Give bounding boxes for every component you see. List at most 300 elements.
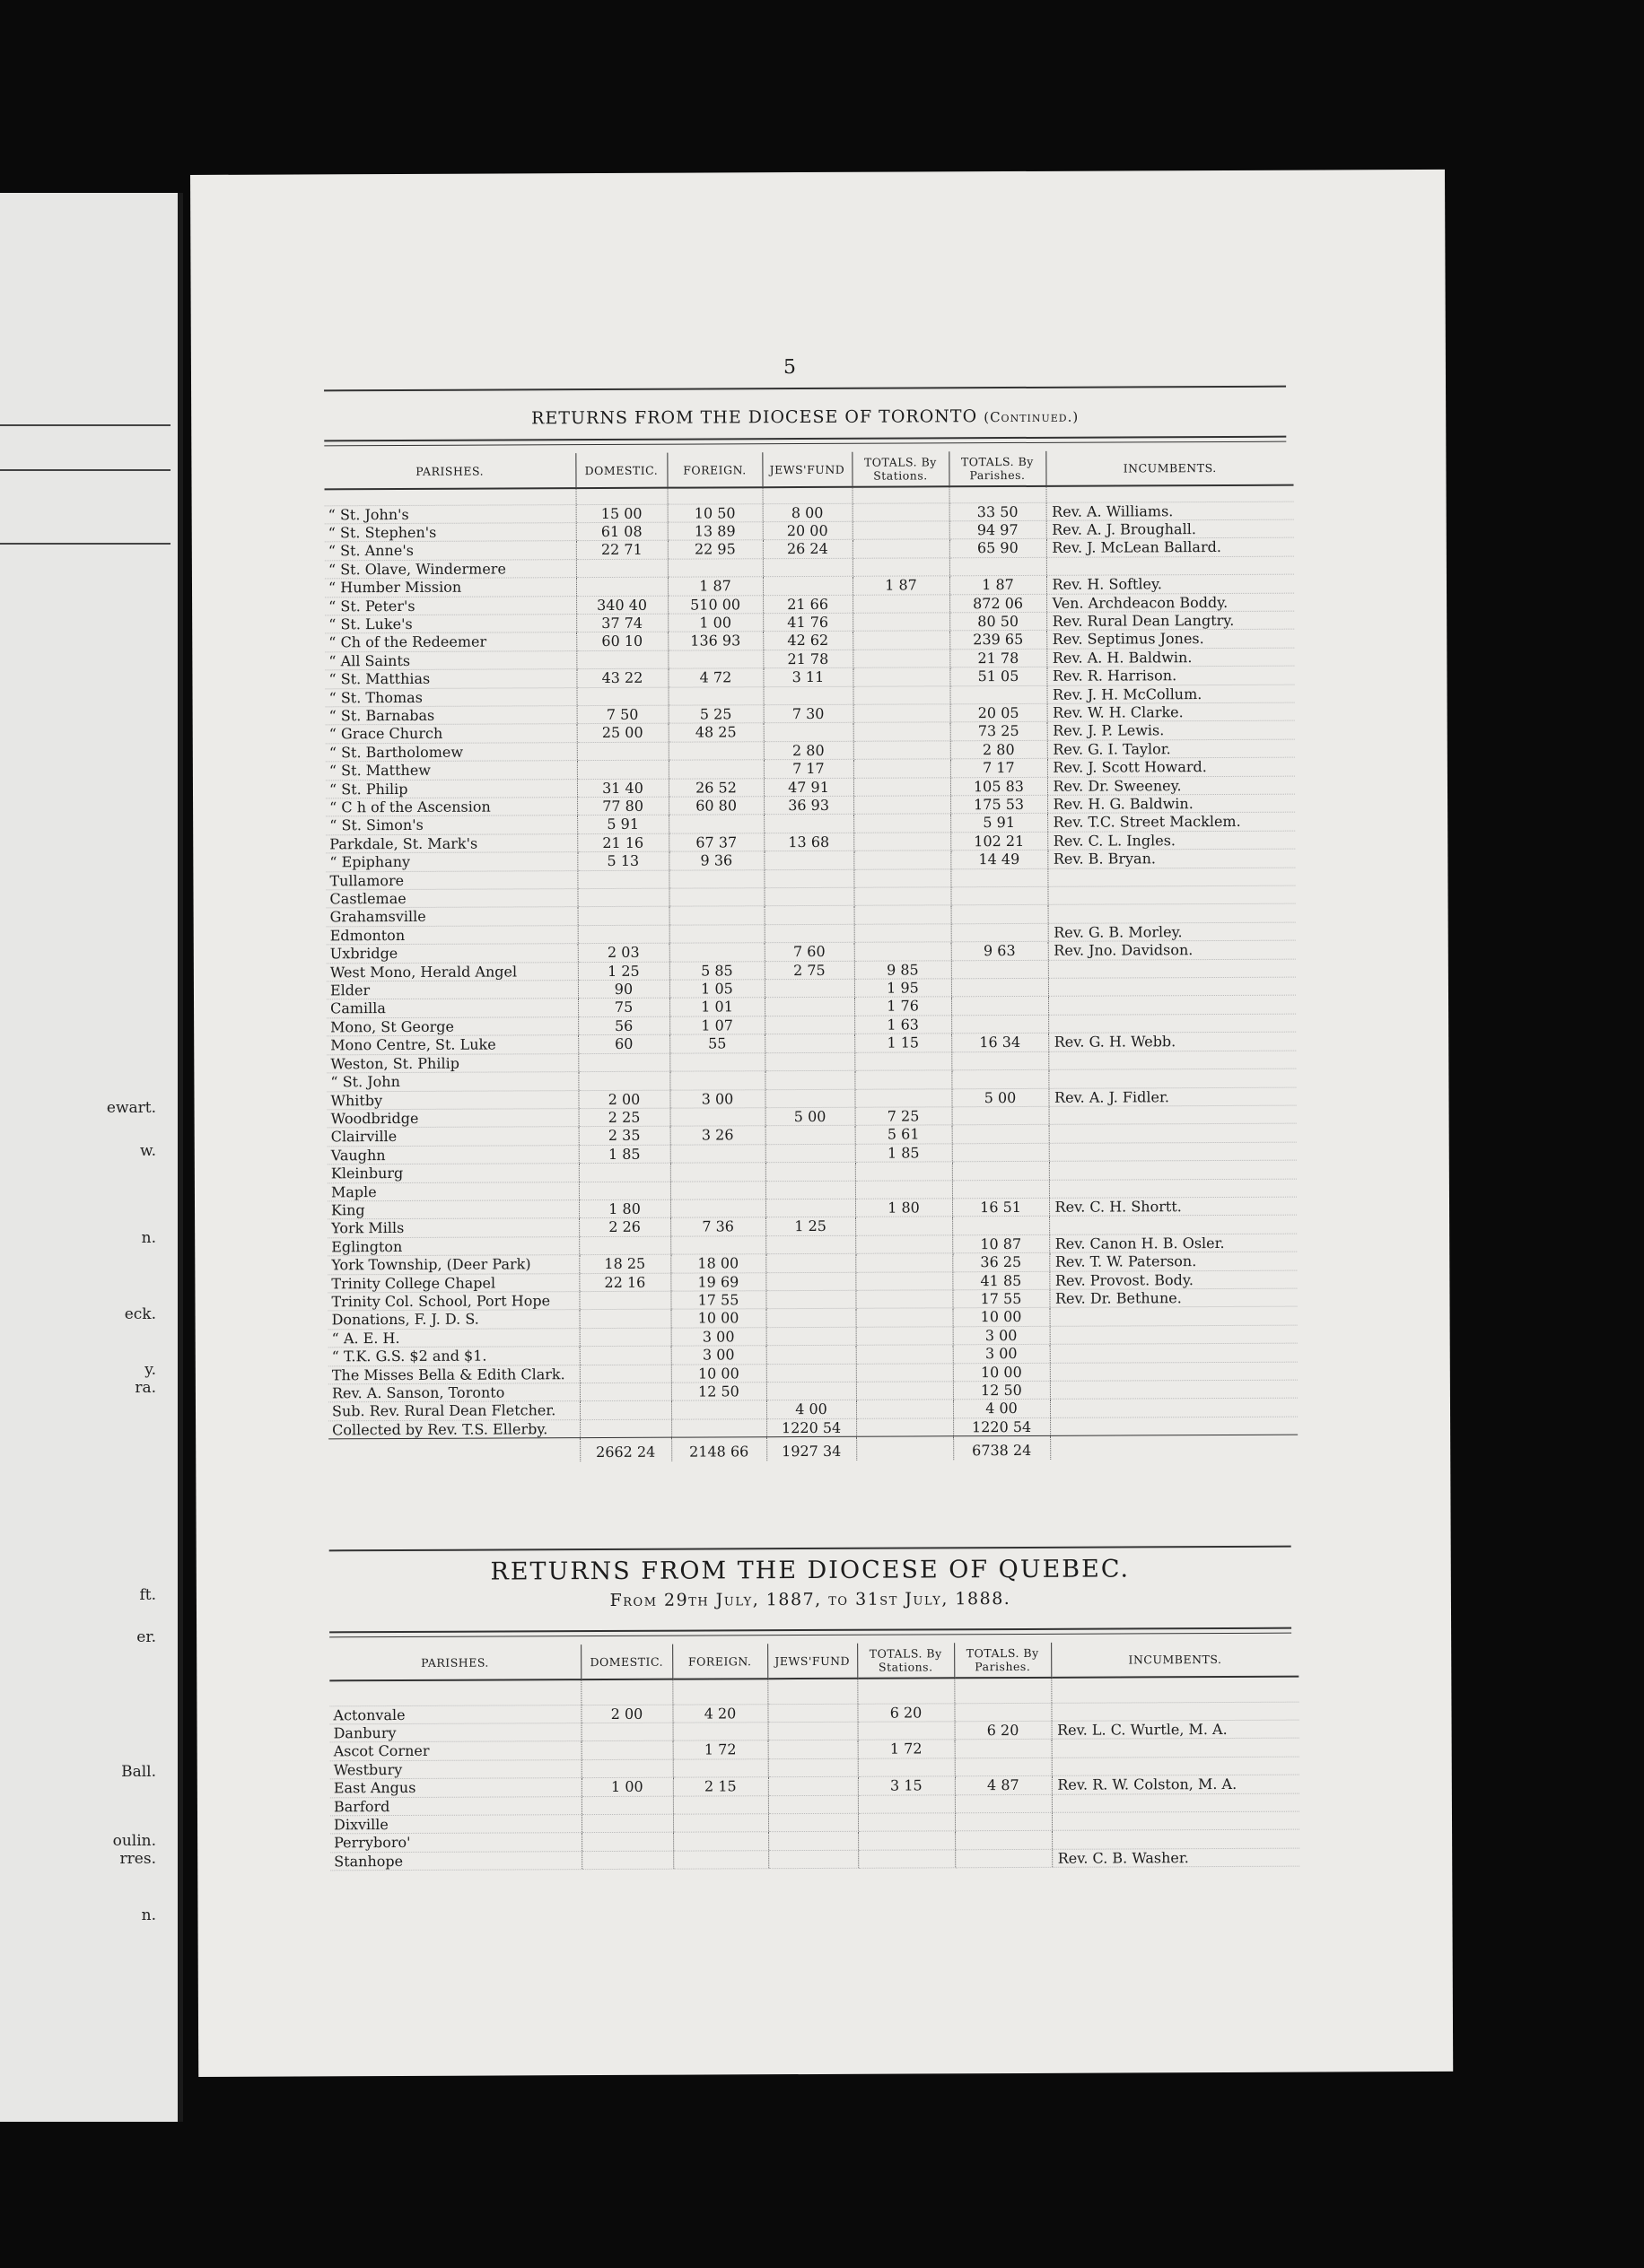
incumbent-cell: Rev. J. H. McCollum.	[1046, 685, 1294, 704]
foreign-cell	[669, 742, 764, 761]
stations-total-cell	[855, 1290, 952, 1309]
parish-total-cell: 239 65	[949, 631, 1046, 650]
parish-cell: “ St. Barnabas	[326, 706, 577, 726]
total-parishes: 6738 24	[953, 1436, 1050, 1460]
foreign-cell: 55	[669, 1034, 765, 1053]
parish-cell: Westbury	[330, 1759, 582, 1779]
domestic-cell	[582, 1740, 673, 1759]
stations-total-cell: 1 80	[855, 1199, 952, 1217]
jews-fund-cell	[765, 906, 854, 925]
parish-cell: “ St. Peter's	[325, 596, 576, 615]
incumbent-cell: Rev. Jno. Davidson.	[1048, 940, 1296, 960]
parish-cell: “ All Saints	[325, 650, 576, 670]
domestic-cell: 340 40	[576, 596, 668, 615]
incumbent-cell: Rev. R. W. Colston, M. A.	[1052, 1775, 1299, 1794]
incumbent-cell	[1048, 959, 1296, 979]
totals-label-cell	[328, 1438, 580, 1462]
text-fragment: Ball.	[121, 1763, 156, 1781]
domestic-cell	[577, 870, 669, 889]
col-header-foreign: FOREIGN.	[667, 452, 762, 487]
jews-fund-cell: 21 66	[763, 595, 853, 614]
parish-cell: Donations, F. J. D. S.	[328, 1310, 580, 1330]
domestic-cell	[579, 1163, 670, 1182]
text-fragment: er.	[136, 1628, 156, 1646]
table-header-row	[324, 450, 1293, 490]
parish-total-cell: 4 00	[953, 1400, 1050, 1418]
jews-fund-cell	[766, 1327, 856, 1346]
parish-total-cell	[952, 1180, 1049, 1199]
jews-fund-cell: 1220 54	[766, 1418, 856, 1437]
incumbent-cell	[1050, 1343, 1298, 1363]
incumbent-cell: Rev. A. Williams.	[1046, 502, 1294, 521]
foreign-cell	[673, 1723, 768, 1741]
parish-cell: Elder	[327, 981, 578, 1000]
stations-total-cell	[855, 1180, 952, 1199]
parish-cell: Clairville	[328, 1127, 579, 1147]
parish-total-cell	[952, 1217, 1049, 1235]
foreign-cell	[673, 1850, 768, 1869]
domestic-cell: 2 00	[581, 1705, 672, 1723]
parish-total-cell: 65 90	[949, 539, 1046, 558]
parish-cell: “ St. Thomas	[325, 687, 576, 707]
foreign-cell: 26 52	[669, 778, 764, 797]
col-header-jews-fund: JEWS'FUND	[762, 452, 852, 487]
stations-total-cell	[854, 942, 951, 961]
jews-fund-cell	[766, 1364, 856, 1383]
stations-total-cell	[856, 1418, 953, 1437]
totals-incumbent-cell	[1050, 1435, 1298, 1459]
parish-cell: “ St. Luke's	[325, 615, 576, 634]
domestic-cell	[580, 1419, 671, 1438]
foreign-cell	[670, 1181, 765, 1199]
foreign-cell	[669, 943, 765, 962]
jews-fund-cell	[764, 815, 853, 833]
jews-fund-cell: 5 00	[765, 1107, 855, 1126]
quebec-section-title: RETURNS FROM THE DIOCESE OF QUEBEC.	[490, 1555, 1131, 1586]
parish-total-cell: 4 87	[955, 1775, 1052, 1794]
domestic-cell	[576, 650, 668, 669]
domestic-cell: 25 00	[577, 724, 669, 743]
domestic-cell	[577, 888, 669, 907]
domestic-cell	[580, 1346, 671, 1365]
parish-total-cell	[949, 685, 1046, 704]
stations-total-cell	[853, 814, 950, 833]
jews-fund-cell: 3 11	[763, 667, 853, 686]
foreign-cell: 18 00	[670, 1254, 765, 1273]
stations-total-cell	[856, 1382, 953, 1400]
jews-fund-cell: 13 68	[764, 833, 853, 851]
foreign-cell: 3 26	[670, 1126, 765, 1145]
domestic-cell	[582, 1759, 673, 1778]
foreign-cell	[669, 815, 764, 833]
stations-total-cell	[853, 868, 950, 887]
col-header-parishes: PARISHES.	[324, 453, 575, 489]
foreign-cell	[669, 925, 765, 944]
foreign-cell: 19 69	[670, 1272, 765, 1291]
incumbent-cell	[1048, 977, 1296, 997]
domestic-cell	[577, 760, 669, 779]
domestic-cell	[576, 577, 668, 596]
parish-cell: “ St. John's	[325, 504, 576, 524]
foreign-cell: 10 00	[671, 1309, 766, 1328]
quebec-table-body	[329, 1677, 1299, 1871]
parish-cell: Trinity Col. School, Port Hope	[328, 1292, 579, 1312]
foreign-cell	[669, 1071, 765, 1090]
domestic-cell	[582, 1723, 673, 1741]
parish-cell: Castlemae	[326, 889, 577, 909]
jews-fund-cell: 4 00	[766, 1400, 856, 1419]
parish-cell: Stanhope	[330, 1851, 582, 1871]
total-domestic: 2662 24	[580, 1437, 671, 1461]
parish-cell: Uxbridge	[327, 944, 578, 964]
parish-total-cell: 10 87	[952, 1234, 1049, 1253]
stations-total-cell	[854, 1088, 951, 1107]
parish-cell: Mono, St George	[327, 1016, 578, 1036]
total-jews-fund: 1927 34	[766, 1436, 856, 1460]
jews-fund-cell	[765, 1126, 855, 1145]
jews-fund-cell: 8 00	[763, 503, 853, 522]
jews-fund-cell	[763, 576, 853, 595]
foreign-cell: 1 05	[669, 980, 765, 999]
foreign-cell	[670, 1108, 765, 1127]
parish-cell: York Township, (Deer Park)	[328, 1255, 579, 1275]
stations-total-cell	[855, 1235, 952, 1254]
parish-total-cell	[955, 1812, 1052, 1831]
jews-fund-cell	[766, 1382, 856, 1400]
domestic-cell	[578, 1071, 669, 1090]
stations-total-cell	[856, 1363, 953, 1382]
jews-fund-cell	[768, 1776, 858, 1795]
domestic-cell: 60	[578, 1034, 669, 1053]
incumbent-cell	[1048, 1051, 1296, 1070]
stations-total-cell	[853, 722, 950, 741]
jews-fund-cell	[765, 1272, 855, 1291]
foreign-cell	[670, 1163, 765, 1182]
stations-total-cell: 6 20	[857, 1703, 954, 1722]
stations-total-cell: 1 85	[855, 1144, 952, 1163]
parish-cell: “ Grace Church	[326, 724, 577, 744]
incumbent-cell: Rev. T. W. Paterson.	[1049, 1252, 1297, 1271]
rule	[0, 469, 171, 471]
rule	[329, 1633, 1291, 1638]
domestic-cell	[582, 1796, 673, 1815]
parish-total-cell: 7 17	[950, 759, 1047, 778]
domestic-cell	[576, 687, 668, 706]
incumbent-cell	[1049, 1123, 1297, 1143]
stations-total-cell	[853, 502, 949, 521]
parish-total-cell: 102 21	[950, 832, 1047, 850]
parish-cell: East Angus	[330, 1778, 582, 1798]
foreign-cell	[669, 906, 765, 925]
jews-fund-cell	[768, 1740, 858, 1759]
parish-total-cell	[951, 978, 1048, 997]
parish-cell: Sub. Rev. Rural Dean Fletcher.	[328, 1401, 580, 1421]
parish-cell: “ St. Simon's	[326, 816, 577, 835]
stations-total-cell	[858, 1813, 955, 1832]
parish-total-cell	[951, 1015, 1048, 1034]
foreign-cell	[668, 686, 763, 705]
col-header-domestic: DOMESTIC.	[581, 1644, 672, 1679]
foreign-cell: 67 37	[669, 833, 764, 852]
parish-total-cell: 3 00	[953, 1345, 1050, 1364]
jews-fund-cell	[768, 1850, 858, 1869]
incumbent-cell	[1050, 1307, 1298, 1327]
jews-fund-cell	[765, 998, 854, 1016]
parish-total-cell	[951, 960, 1048, 979]
text-fragment: eck.	[124, 1305, 156, 1323]
foreign-cell	[668, 558, 763, 577]
foreign-cell: 1 72	[673, 1740, 768, 1759]
foreign-cell	[671, 1419, 766, 1438]
incumbent-cell: Rev. A. J. Broughall.	[1046, 519, 1294, 539]
parish-total-cell: 20 05	[950, 703, 1047, 722]
parish-total-cell	[950, 868, 1047, 887]
parish-total-cell	[955, 1794, 1052, 1813]
domestic-cell: 1 00	[582, 1777, 673, 1796]
incumbent-cell: Rev. J. P. Lewis.	[1047, 721, 1295, 741]
stations-total-cell: 9 85	[854, 960, 951, 979]
foreign-cell	[671, 1400, 766, 1419]
domestic-cell: 2 00	[578, 1090, 669, 1109]
col-header-totals-stations: TOTALS. By Stations.	[852, 451, 949, 486]
parish-cell: West Mono, Herald Angel	[327, 962, 578, 981]
jews-fund-cell: 2 80	[764, 741, 853, 760]
parish-total-cell	[951, 997, 1048, 1016]
jews-fund-cell	[765, 924, 854, 943]
foreign-cell	[669, 760, 764, 779]
rule	[0, 424, 171, 426]
jews-fund-cell: 26 24	[763, 540, 853, 559]
parish-total-cell	[951, 923, 1048, 942]
domestic-cell: 90	[578, 980, 669, 999]
col-header-totals-stations: TOTALS. By Stations.	[857, 1643, 954, 1678]
stations-total-cell	[853, 521, 949, 540]
jews-fund-cell	[764, 851, 853, 870]
foreign-cell: 1 01	[669, 998, 765, 1016]
domestic-cell: 18 25	[579, 1254, 670, 1273]
jews-fund-cell	[768, 1758, 858, 1777]
parish-cell: “ St. Matthias	[325, 669, 576, 689]
document-page	[190, 170, 1453, 2077]
domestic-cell: 5 13	[577, 851, 669, 870]
parish-cell: “ Humber Mission	[325, 578, 576, 598]
foreign-cell	[670, 1199, 765, 1218]
parish-total-cell: 73 25	[950, 722, 1047, 741]
foreign-cell	[673, 1814, 768, 1833]
text-fragment: ra.	[135, 1379, 156, 1397]
incumbent-cell: Rev. Dr. Sweeney.	[1047, 776, 1295, 796]
parish-cell: “ T.K. G.S. $2 and $1.	[328, 1347, 580, 1366]
domestic-cell: 1 85	[579, 1145, 670, 1164]
parish-cell: Tullamore	[326, 870, 577, 890]
incumbent-cell	[1047, 885, 1295, 905]
parish-cell: “ St. Bartholomew	[326, 742, 577, 762]
stations-total-cell: 1 76	[854, 997, 951, 1016]
domestic-cell	[582, 1814, 673, 1833]
incumbent-cell: Rev. H. G. Baldwin.	[1047, 794, 1295, 814]
foreign-cell: 1 00	[668, 614, 763, 632]
jews-fund-cell	[766, 1345, 856, 1364]
stations-total-cell	[856, 1308, 953, 1327]
parish-total-cell: 33 50	[949, 502, 1046, 521]
toronto-title: RETURNS FROM THE DIOCESE OF TORONTO	[531, 406, 978, 429]
domestic-cell	[577, 742, 669, 761]
domestic-cell	[580, 1328, 671, 1347]
totals-row	[328, 1435, 1298, 1462]
text-fragment: ft.	[139, 1586, 156, 1604]
parish-cell: Rev. A. Sanson, Toronto	[328, 1383, 580, 1403]
incumbent-cell: Rev. T.C. Street Macklem.	[1047, 813, 1295, 833]
incumbent-cell: Rev. Canon H. B. Osler.	[1049, 1234, 1297, 1253]
parish-total-cell: 21 78	[949, 649, 1046, 667]
stations-total-cell	[854, 1051, 951, 1070]
total-foreign: 2148 66	[671, 1437, 766, 1461]
stations-total-cell: 7 25	[855, 1107, 952, 1126]
parish-total-cell: 9 63	[951, 942, 1048, 961]
parish-cell: The Misses Bella & Edith Clark.	[328, 1365, 580, 1384]
parish-total-cell: 1 87	[949, 575, 1046, 594]
foreign-cell: 5 25	[669, 705, 764, 724]
incumbent-cell	[1050, 1417, 1298, 1436]
parish-total-cell	[955, 1740, 1052, 1758]
domestic-cell: 37 74	[576, 614, 668, 632]
stations-total-cell: 3 15	[858, 1776, 955, 1795]
parish-total-cell	[952, 1161, 1049, 1180]
parish-cell: “ A. E. H.	[328, 1328, 580, 1348]
foreign-cell: 3 00	[671, 1346, 766, 1365]
jews-fund-cell	[768, 1722, 858, 1740]
foreign-cell	[668, 650, 763, 668]
stations-total-cell	[854, 924, 951, 943]
parish-cell: “ Ch of the Redeemer	[325, 632, 576, 652]
stations-total-cell	[856, 1327, 953, 1346]
parish-cell: “ St. Stephen's	[325, 523, 576, 543]
parish-cell: Weston, St. Philip	[327, 1053, 578, 1073]
jews-fund-cell	[764, 869, 853, 888]
table-header-row	[329, 1642, 1299, 1681]
stations-total-cell	[858, 1831, 955, 1850]
parish-total-cell	[951, 1051, 1048, 1070]
parish-total-cell	[949, 557, 1046, 576]
foreign-cell: 17 55	[670, 1291, 765, 1310]
jews-fund-cell	[765, 1052, 854, 1071]
stations-total-cell	[853, 667, 949, 686]
parish-total-cell: 14 49	[950, 850, 1047, 869]
foreign-cell: 10 00	[671, 1364, 766, 1383]
stations-total-cell	[854, 905, 951, 924]
stations-total-cell: 1 95	[854, 979, 951, 998]
rule	[0, 543, 171, 545]
adjacent-page-fragment	[0, 193, 183, 2122]
toronto-section-title	[324, 406, 1286, 430]
domestic-cell: 75	[578, 999, 669, 1017]
stations-total-cell: 1 72	[858, 1740, 955, 1758]
domestic-cell: 60 10	[576, 632, 668, 651]
rule	[324, 441, 1286, 447]
parish-cell: Kleinburg	[328, 1164, 579, 1183]
jews-fund-cell: 20 00	[763, 521, 853, 540]
parish-total-cell	[952, 1125, 1049, 1144]
stations-total-cell: 5 61	[855, 1125, 952, 1144]
parish-total-cell: 5 00	[951, 1088, 1048, 1107]
parish-cell: “ St. Matthew	[326, 761, 577, 781]
jews-fund-cell	[765, 1235, 855, 1254]
foreign-cell: 7 36	[670, 1217, 765, 1236]
foreign-cell	[673, 1758, 768, 1777]
incumbent-cell	[1049, 1160, 1297, 1180]
parish-cell: “ C h of the Ascension	[326, 798, 577, 817]
col-header-domestic: DOMESTIC.	[575, 453, 667, 488]
incumbent-cell	[1049, 1105, 1297, 1125]
jews-fund-cell: 7 60	[765, 943, 854, 962]
jews-fund-cell	[765, 1162, 855, 1181]
incumbent-cell	[1048, 1069, 1296, 1088]
parish-cell: Parkdale, St. Mark's	[326, 833, 577, 853]
jews-fund-cell	[765, 1089, 854, 1108]
domestic-cell: 31 40	[577, 779, 669, 798]
domestic-cell	[580, 1401, 671, 1420]
toronto-table-body	[325, 485, 1299, 1439]
stations-total-cell	[853, 558, 949, 577]
jews-fund-cell	[768, 1832, 858, 1851]
parish-cell: Actonvale	[329, 1705, 581, 1724]
domestic-cell: 2 26	[579, 1218, 670, 1237]
parish-cell: Ascot Corner	[330, 1741, 582, 1761]
stations-total-cell	[853, 631, 949, 650]
domestic-cell	[582, 1851, 673, 1870]
incumbent-cell: Rev. L. C. Wurtle, M. A.	[1052, 1720, 1299, 1740]
stations-total-cell: 1 87	[853, 576, 949, 595]
stations-total-cell	[855, 1253, 952, 1272]
parish-total-cell: 94 97	[949, 520, 1046, 539]
parish-cell: York Mills	[328, 1218, 579, 1238]
incumbent-cell: Rev. B. Bryan.	[1047, 849, 1295, 868]
incumbent-cell	[1052, 1738, 1299, 1758]
parish-total-cell: 5 91	[950, 814, 1047, 833]
jews-fund-cell	[768, 1813, 858, 1832]
domestic-cell	[580, 1365, 671, 1383]
parish-cell: Vaughn	[328, 1145, 579, 1165]
parish-cell: Eglington	[328, 1236, 579, 1256]
parish-cell: “ St. Philip	[326, 779, 577, 798]
incumbent-cell: Rev. C. B. Washer.	[1052, 1848, 1299, 1868]
quebec-section-subtitle: From 29th July, 1887, to 31st July, 1888.	[609, 1589, 1011, 1610]
jews-fund-cell	[764, 887, 853, 906]
jews-fund-cell: 7 30	[764, 704, 853, 723]
stations-total-cell	[858, 1722, 955, 1740]
text-fragment: n.	[141, 1229, 156, 1247]
foreign-cell: 2 15	[673, 1777, 768, 1796]
parish-total-cell	[955, 1831, 1052, 1850]
parish-total-cell	[955, 1758, 1052, 1776]
domestic-cell: 21 16	[577, 833, 669, 852]
domestic-cell: 15 00	[576, 504, 668, 523]
stations-total-cell	[858, 1794, 955, 1813]
incumbent-cell: Rev. A. H. Baldwin.	[1046, 648, 1294, 667]
stations-total-cell	[853, 741, 950, 760]
text-fragment: n.	[141, 1906, 156, 1924]
incumbent-cell	[1048, 904, 1296, 924]
parish-cell: “ Epiphany	[326, 852, 577, 872]
jews-fund-cell	[765, 1181, 855, 1199]
parish-cell: “ St. Olave, Windermere	[325, 559, 576, 579]
stations-total-cell	[853, 594, 949, 613]
domestic-cell: 43 22	[576, 668, 668, 687]
parish-total-cell: 16 34	[951, 1034, 1048, 1052]
stations-total-cell	[853, 850, 950, 869]
quebec-returns-table	[329, 1642, 1299, 1871]
domestic-cell	[580, 1310, 671, 1329]
